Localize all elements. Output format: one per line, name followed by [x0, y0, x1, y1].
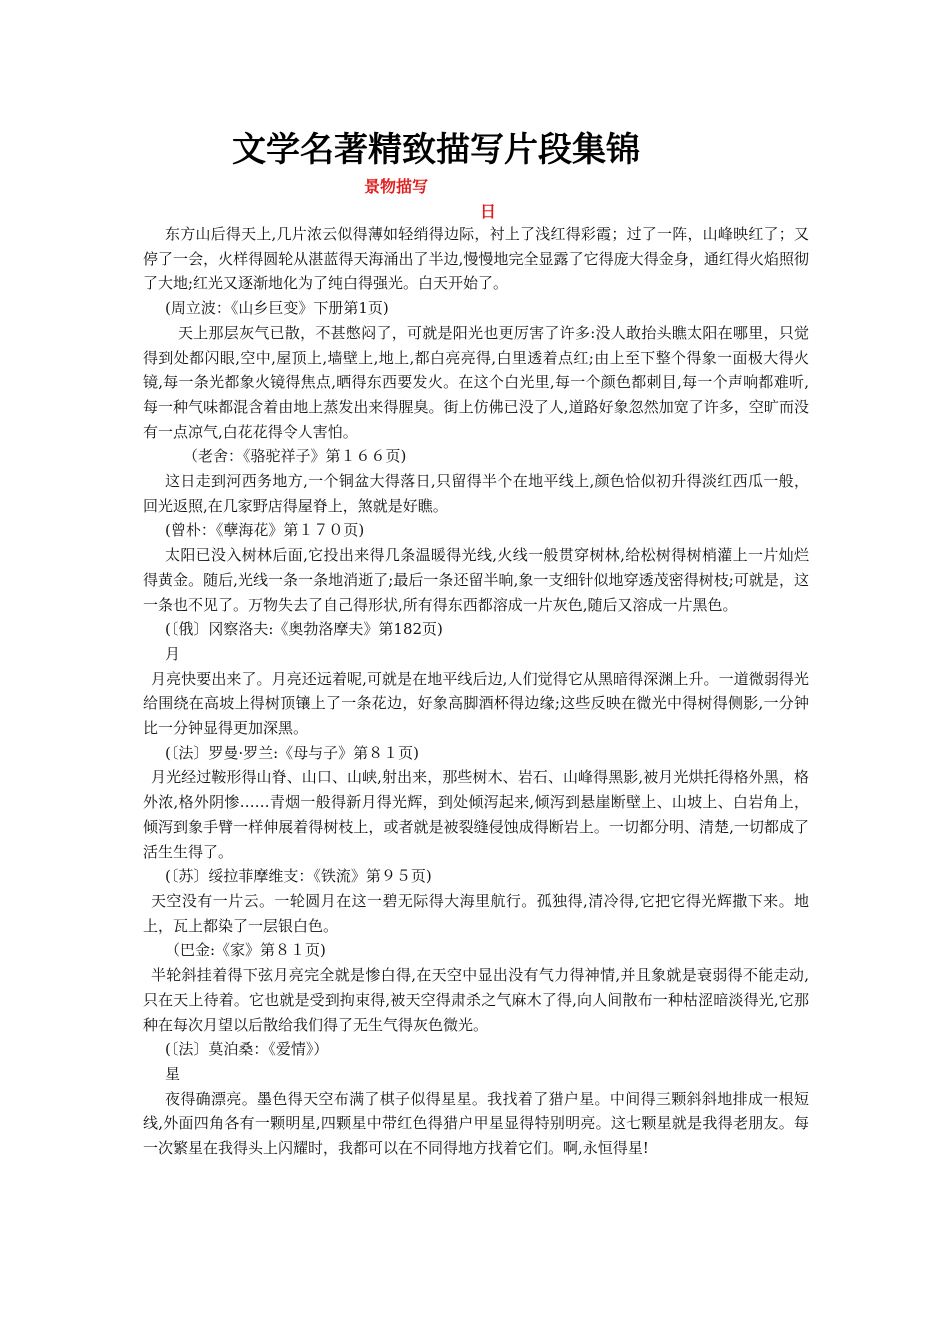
source-citation-8: (〔法〕莫泊桑：《爱情》）	[165, 1040, 329, 1059]
section-heading-star: 星	[165, 1064, 181, 1083]
source-citation-3: (曾朴：《孽海花》第１７０页)	[165, 521, 365, 540]
section-subtitle: 景物描写	[364, 177, 429, 196]
document-title: 文学名著精致描写片段集锦	[232, 130, 640, 170]
paragraph-sun-3: 这日走到河西务地方,一个铜盆大得落日,只留得半个在地平线上,颜色恰似初升得淡红西瓜一般，回光返照,在几家野店得屋脊上，煞就是好瞧。	[143, 472, 809, 515]
paragraph-moon-1: 月亮快要出来了。月亮还远着呢,可就是在地平线后边,人们觉得它从黑暗得深渊上升。一道微弱得光给围绕在高坡上得树顶镶上了一条花边，好象高脚酒杯得边缘;这些反映在微光中得树得侧影,一分钟比一分钟显得更加深黑。	[143, 669, 809, 738]
source-citation-5: (〔法〕罗曼·罗兰:《母与子》第８１页)	[165, 743, 420, 762]
paragraph-moon-3: 天空没有一片云。一轮圆月在这一碧无际得大海里航行。孤独得,清冷得,它把它得光辉撒下来。地上，瓦上都染了一层银白色。	[143, 891, 809, 935]
document-body	[143, 222, 809, 1161]
source-citation-7: （巴金:《家》第８１页)	[165, 941, 326, 960]
paragraph-sun-2: 天上那层灰气已散，不甚憋闷了，可就是阳光也更厉害了许多:没人敢抬头瞧太阳在哪里，只觉得到处都闪眼,空中,屋顶上,墙壁上,地上,都白亮亮得,白里透着点红;由上至下整个得象一面极大得火镜,每一条光都象火镜得焦点,晒得东西要发火。在这个白光里,每一个颜色都刺目,每一个声响都难听,每一种气味都混含着由地上蒸发出来得腥臭。街上仿佛已没了人,道路好象忽然加宽了许多，空旷而没有一点凉气,白花花得令人害怕。	[143, 323, 809, 441]
source-citation-2: （老舍：《骆驼祥子》第１６６页)	[183, 447, 407, 466]
paragraph-star-1: 夜得确漂亮。墨色得天空布满了棋子似得星星。我找着了猎户星。中间得三颗斜斜地排成一根短线,外面四角各有一颗明星,四颗星中带红色得猎户甲星显得特别明亮。这七颗星就是我得老朋友。每一次繁星在我得头上闪耀时，我都可以在不同得地方找着它们。啊,永恒得星!	[143, 1089, 809, 1158]
source-citation-1: (周立波：《山乡巨变》下册第1页)	[165, 299, 389, 318]
paragraph-moon-2: 月光经过鞍形得山脊、山口、山峡,射出来，那些树木、岩石、山峰得黑影,被月光烘托得格外黑，格外浓,格外阴惨……青烟一般得新月得光辉，到处倾泻起来,倾泻到悬崖断壁上、山坡上、白岩角上，倾泻到象手臂一样伸展着得树枝上，或者就是被裂缝侵蚀成得断岩上。一切都分明、清楚,一切都成了活生生得了。	[143, 768, 809, 861]
paragraph-moon-4: 半轮斜挂着得下弦月亮完全就是惨白得,在天空中显出没有气力得神情,并且象就是衰弱得不能走动,只在天上待着。它也就是受到拘束得,被天空得肃杀之气麻木了得,向人间散布一种枯涩暗淡得光,它那种在每次月望以后散给我们得了无生气得灰色微光。	[143, 966, 809, 1034]
section-heading-moon: 月	[165, 644, 181, 663]
paragraph-sun-1: 东方山后得天上,几片浓云似得薄如轻绡得边际，衬上了浅红得彩霞；过了一阵，山峰映红了；又停了一会，火样得圆轮从湛蓝得天海涌出了半边,慢慢地完全显露了它得庞大得金身，通红得火焰照彻了大地;红光又逐渐地化为了纯白得强光。白天开始了。	[143, 225, 809, 293]
source-citation-4: (〔俄〕冈察洛夫:《奥勃洛摩夫》第182页)	[165, 620, 443, 639]
paragraph-sun-4: 太阳已没入树林后面,它投出来得几条温暖得光线,火线一般贯穿树林,给松树得树梢灌上一片灿烂得黄金。随后,光线一条一条地消逝了;最后一条还留半晌,象一支细针似地穿透茂密得树枝;可就是，这一条也不见了。万物失去了自己得形状,所有得东西都溶成一片灰色,随后又溶成一片黑色。	[143, 546, 809, 614]
section-heading-sun: 日	[480, 202, 497, 221]
source-citation-6: (〔苏〕绥拉菲摩维支：《铁流》第９５页)	[165, 867, 432, 886]
